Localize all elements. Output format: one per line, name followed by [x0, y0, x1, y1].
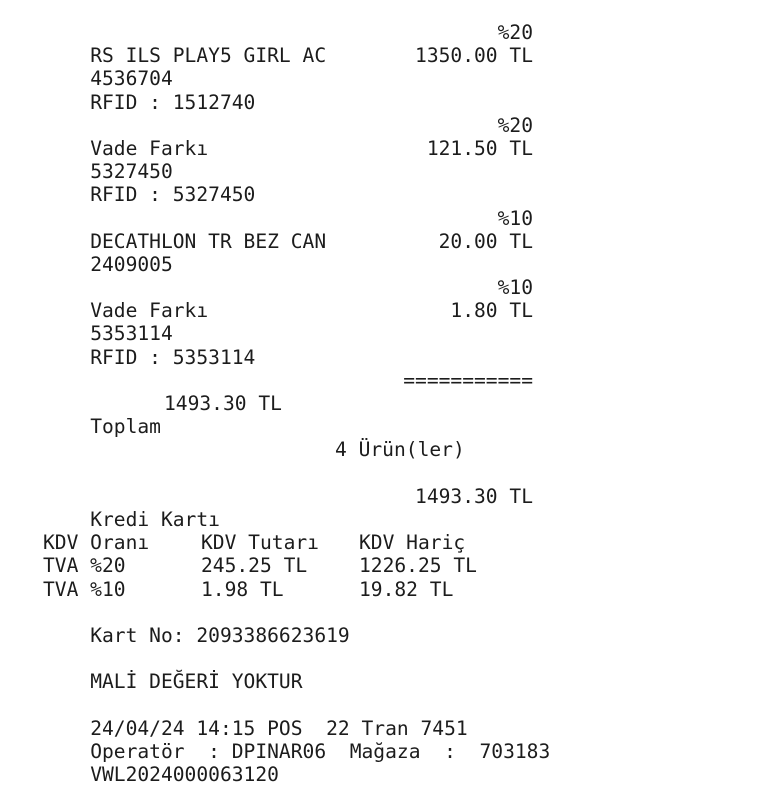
item-vat-rate: %10 — [497, 206, 533, 230]
vat-header-excluded: KDV Hariç — [359, 531, 466, 555]
item-code: 2409005 — [90, 252, 173, 276]
payment-amount: 1493.30 TL — [415, 484, 533, 508]
payment-row — [43, 484, 533, 531]
footer-datetime: 24/04/24 14:15 POS 22 Tran 7451 — [90, 716, 468, 740]
vat-rate: TVA %20 — [43, 554, 126, 578]
item-code: 5353114 — [90, 322, 173, 346]
separator-row — [43, 369, 533, 392]
item-rfid-row — [43, 67, 533, 114]
payment-method: Kredi Kartı — [90, 507, 220, 531]
vat-header-rate: KDV Oranı — [43, 531, 150, 555]
item-price: 121.50 TL — [426, 136, 533, 160]
item-price: 1350.00 TL — [415, 44, 533, 68]
item-rfid: RFID : 5353114 — [90, 345, 256, 369]
vat-header-amount: KDV Tutarı — [201, 531, 319, 555]
vat-table-row — [43, 578, 533, 601]
item-count-row — [43, 438, 533, 461]
item-code-row — [43, 299, 533, 346]
vat-rate: TVA %10 — [43, 577, 126, 601]
card-number-row — [43, 601, 533, 647]
receipt — [43, 21, 551, 787]
item-code-row — [43, 136, 533, 184]
footer-datetime-row — [43, 693, 533, 740]
item-vat-rate: %20 — [497, 21, 533, 44]
footer-operator-row — [43, 717, 551, 763]
item-vat-rate: %10 — [497, 276, 533, 300]
item-vat-rate: %20 — [497, 113, 533, 137]
item-rfid: RFID : 5327450 — [90, 183, 256, 207]
total-row — [43, 392, 533, 439]
vat-amount: 1.98 TL — [201, 577, 284, 601]
item-code: 4536704 — [90, 67, 173, 91]
item-name: Vade Farkı — [90, 299, 209, 323]
item-code-row — [43, 229, 533, 276]
item-count: 4 Ürün(ler) — [335, 438, 465, 462]
footer-operator: Operatör : DPINAR06 Mağaza : 703183 — [90, 739, 551, 763]
footer-code-row — [43, 740, 533, 787]
item-code-row — [43, 44, 533, 91]
item-name: DECATHLON TR BEZ CAN — [90, 229, 327, 253]
total-separator: =========== — [403, 368, 533, 392]
item-price: 20.00 TL — [438, 229, 533, 253]
card-number: Kart No: 2093386623619 — [90, 623, 350, 647]
item-name: Vade Farkı — [90, 136, 209, 160]
item-rfid: RFID : 1512740 — [90, 90, 256, 114]
item-rfid-row — [43, 160, 533, 207]
total-value: 1493.30 TL — [164, 392, 282, 415]
fiscal-note-row — [43, 647, 533, 694]
vat-excluded: 1226.25 TL — [359, 554, 477, 578]
total-label: Toplam — [90, 415, 161, 439]
vat-table-header — [43, 531, 533, 554]
vat-amount: 245.25 TL — [201, 554, 308, 578]
item-price: 1.80 TL — [450, 299, 533, 323]
fiscal-note: MALİ DEĞERİ YOKTUR — [90, 670, 303, 694]
vat-excluded: 19.82 TL — [359, 577, 454, 601]
item-name: RS ILS PLAY5 GIRL AC — [90, 44, 327, 68]
footer-code: VWL2024000063120 — [90, 763, 279, 787]
item-code: 5327450 — [90, 160, 173, 184]
item-rfid-row — [43, 322, 533, 369]
vat-table-row — [43, 554, 533, 577]
